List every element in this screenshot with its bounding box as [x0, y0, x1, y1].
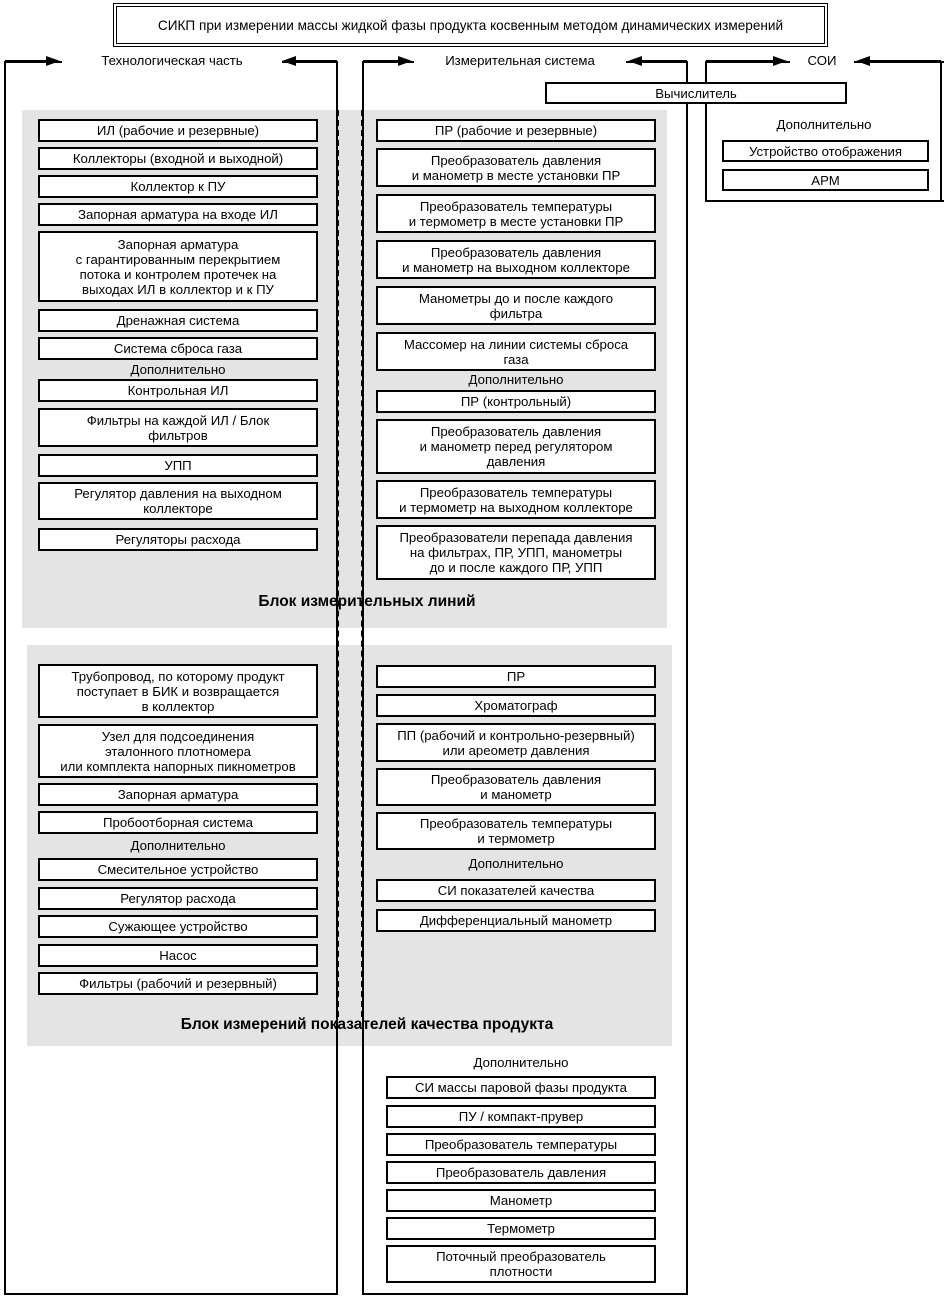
b1-right-item: Преобразователь давления и манометр в месте установки ПР — [376, 148, 656, 187]
b1-left-item: Запорная арматура на входе ИЛ — [38, 203, 318, 226]
arrow-soi-left-icon — [773, 56, 787, 66]
b2-right-extra-item: СИ показателей качества — [376, 879, 656, 902]
b1-left-item: Запорная арматура с гарантированным перекрытием потока и контролем протечек на выходах ИЛ в коллектор и к ПУ — [38, 231, 318, 302]
soi-header: СОИ — [790, 53, 854, 68]
computer-box: Вычислитель — [545, 82, 847, 104]
bottom-item: Манометр — [386, 1189, 656, 1212]
b1-left-extra-item: УПП — [38, 454, 318, 477]
bottom-item: ПУ / компакт-прувер — [386, 1105, 656, 1128]
b2-left-item: Запорная арматура — [38, 783, 318, 806]
arrow-meas-left-icon — [398, 56, 412, 66]
arrow-tech-right-icon — [282, 56, 296, 66]
b1-right-extra-item: Преобразователь давления и манометр перед регулятором давления — [376, 419, 656, 474]
b2-right-item: Хроматограф — [376, 694, 656, 717]
block2-title: Блок измерений показателей качества продукта — [180, 1016, 554, 1033]
b1-right-item: ПР (рабочие и резервные) — [376, 119, 656, 142]
b1-right-item: Манометры до и после каждого фильтра — [376, 286, 656, 325]
b2-right-item: ПР — [376, 665, 656, 688]
b1-left-extra-item: Регулятор давления на выходном коллекторе — [38, 482, 318, 520]
b2-left-item: Узел для подсоединения эталонного плотномера или комплекта напорных пикнометров — [38, 724, 318, 778]
b1-left-extra-item: Фильтры на каждой ИЛ / Блок фильтров — [38, 408, 318, 447]
b2-right-item: ПП (рабочий и контрольно-резервный) или ареометр давления — [376, 723, 656, 762]
b1-left-item: Система сброса газа — [38, 337, 318, 360]
soi-item: Устройство отображения — [722, 140, 929, 162]
block1-title: Блок измерительных линий — [258, 593, 476, 610]
diagram-title-text: СИКП при измерении массы жидкой фазы продукта косвенным методом динамических измерений — [157, 17, 784, 33]
b2-right-additionally: Дополнительно — [468, 856, 564, 871]
meas-header: Измерительная система — [414, 53, 626, 68]
bottom-item: СИ массы паровой фазы продукта — [386, 1076, 656, 1099]
arrow-meas-right-icon — [628, 56, 642, 66]
b1-left-additionally: Дополнительно — [130, 362, 226, 377]
bottom-item: Термометр — [386, 1217, 656, 1240]
b2-right-item: Преобразователь температуры и термометр — [376, 812, 656, 850]
b2-left-item: Трубопровод, по которому продукт поступает в БИК и возвращается в коллектор — [38, 664, 318, 718]
b2-right-extra-item: Дифференциальный манометр — [376, 909, 656, 932]
b2-left-item: Пробоотборная система — [38, 811, 318, 834]
b1-right-additionally: Дополнительно — [468, 372, 564, 387]
b2-left-extra-item: Сужающее устройство — [38, 915, 318, 938]
arrow-tech-left-icon — [46, 56, 60, 66]
b2-right-item: Преобразователь давления и манометр — [376, 768, 656, 806]
b1-left-extra-item: Контрольная ИЛ — [38, 379, 318, 402]
b1-right-extra-item: Преобразователи перепада давления на фильтрах, ПР, УПП, манометры до и после каждого ПР, УПП — [376, 525, 656, 580]
b1-left-item: Дренажная система — [38, 309, 318, 332]
bottom-additionally: Дополнительно — [473, 1055, 569, 1070]
b1-right-extra-item: Преобразователь температуры и термометр на выходном коллекторе — [376, 480, 656, 519]
bottom-item: Преобразователь давления — [386, 1161, 656, 1184]
tech-header: Технологическая часть — [62, 53, 282, 68]
b2-left-extra-item: Фильтры (рабочий и резервный) — [38, 972, 318, 995]
arrow-soi-right-icon — [856, 56, 870, 66]
soi-item: АРМ — [722, 169, 929, 191]
b1-left-item: Коллектор к ПУ — [38, 175, 318, 198]
bottom-item: Преобразователь температуры — [386, 1133, 656, 1156]
b1-left-item: Коллекторы (входной и выходной) — [38, 147, 318, 170]
b1-right-item: Преобразователь давления и манометр на выходном коллекторе — [376, 240, 656, 279]
b2-left-extra-item: Смесительное устройство — [38, 858, 318, 881]
b1-right-item: Массомер на линии системы сброса газа — [376, 332, 656, 371]
b2-left-extra-item: Регулятор расхода — [38, 887, 318, 910]
bottom-item: Поточный преобразователь плотности — [386, 1245, 656, 1283]
b1-right-item: Преобразователь температуры и термометр в месте установки ПР — [376, 194, 656, 233]
b2-left-additionally: Дополнительно — [130, 838, 226, 853]
b2-left-extra-item: Насос — [38, 944, 318, 967]
soi-additionally: Дополнительно — [776, 117, 872, 132]
b1-left-item: ИЛ (рабочие и резервные) — [38, 119, 318, 142]
b1-left-extra-item: Регуляторы расхода — [38, 528, 318, 551]
b1-right-extra-item: ПР (контрольный) — [376, 390, 656, 413]
